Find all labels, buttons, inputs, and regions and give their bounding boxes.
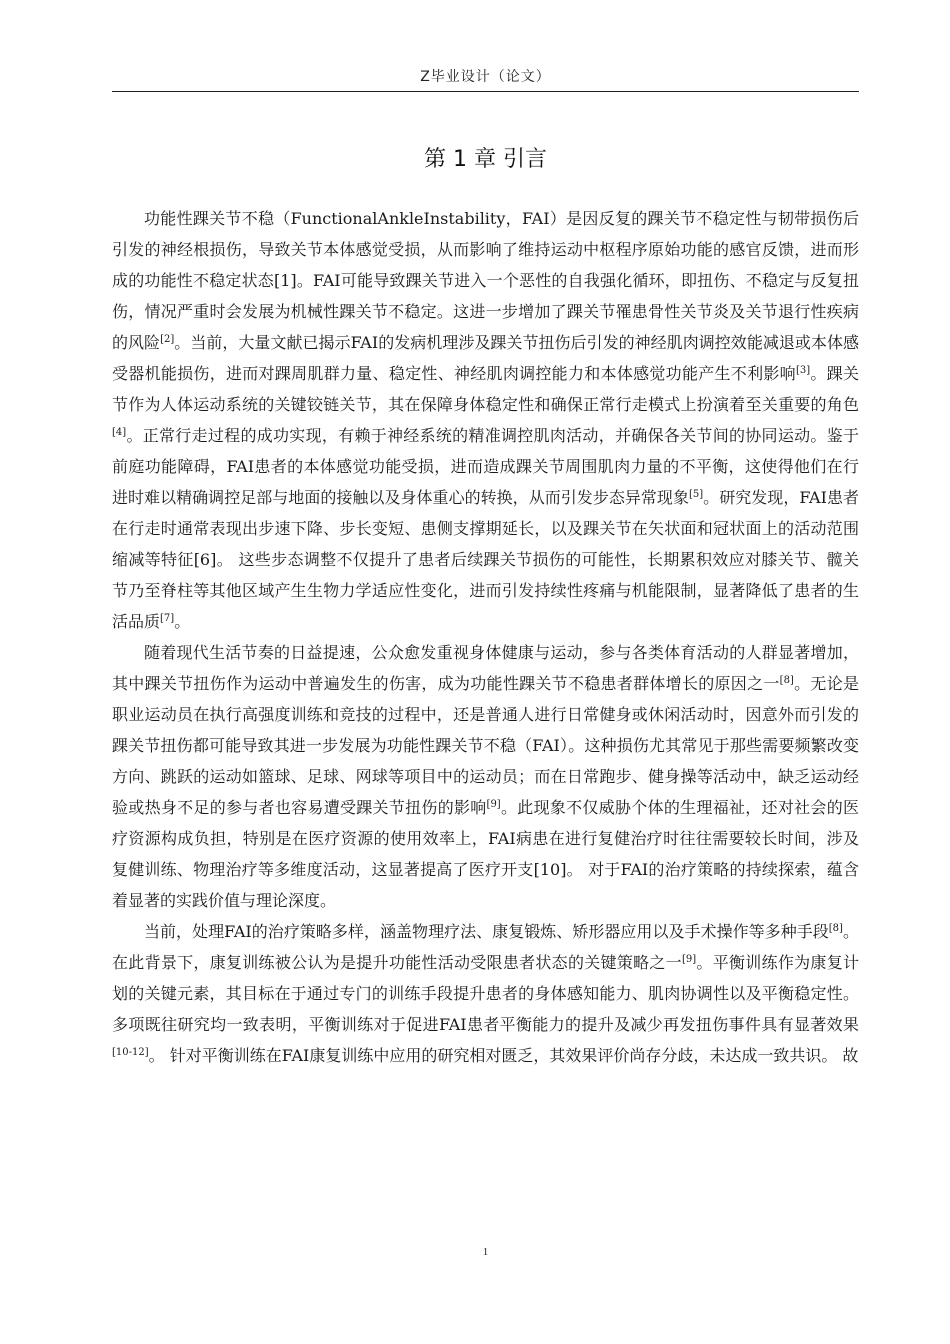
text-run: 。研究发现，FAI患者在行走时通常表现出步速下降、步长变短、患侧支撑期延长，以及踝关节在矢状面和冠状面上的活动范围缩减等特征[6]。 这些步态调整不仅提升了患者后续踝关节损伤的可能性，长期累积效应对膝关节、髋关节乃至脊柱等其他区域产生生物力学适应性变化，进而引发持续性疼痛与机能限制，显著降低了患者的生活品质 xyxy=(112,488,859,631)
text-run: 。踝关节作为人体运动系统的关键铰链关节，其在保障身体稳定性和确保正常行走模式上扮演着至关重要的角色 xyxy=(112,364,859,414)
citation-superscript: [2] xyxy=(160,334,175,345)
citation-superscript: [9] xyxy=(486,799,501,810)
citation-superscript: [8] xyxy=(779,675,794,686)
text-run: 功能性踝关节不稳（FunctionalAnkleInstability，FAI）是因反复的踝关节不稳定性与韧带损伤后引发的神经根损伤，导致关节本体感觉受损，从而影响了维持运动中枢程序原始功能的感官反馈，进而形成的功能性不稳定状态[1]。FAI可能导致踝关节进入一个恶性的自我强化循环，即扭伤、不稳定与反复扭伤，情况严重时会发展为机械性踝关节不稳定。这进一步增加了踝关节罹患骨性关节炎及关节退行性疾病的风险 xyxy=(112,209,859,352)
text-run: 。此现象不仅威胁个体的生理福祉，还对社会的医疗资源构成负担，特别是在医疗资源的使用效率上，FAI病患在进行复健治疗时往往需要较长时间，涉及复健训练、物理治疗等多维度活动，这显著提高了医疗开支[10]。 对于FAI的治疗策略的持续探索，蕴含着显著的实践价值与理论深度。 xyxy=(112,798,859,910)
body-paragraph xyxy=(112,637,859,916)
citation-superscript: [9] xyxy=(681,954,697,965)
chapter-title: 第 1 章 引言 xyxy=(424,147,547,172)
text-run: 。平衡训练作为康复计划的关键元素，其目标在于通过专门的训练手段提升患者的身体感知能力、肌肉协调性以及平衡稳定性。 多项既往研究均一致表明，平衡训练对于促进FAI患者平衡能力的提升及减少再发扭伤事件具有显著效果 xyxy=(112,953,859,1034)
text-run: 。无论是职业运动员在执行高强度训练和竞技的过程中，还是普通人进行日常健身或休闲活动时，因意外而引发的踝关节扭伤都可能导致其进一步发展为功能性踝关节不稳（FAI）。这种损伤尤其常见于那些需要频繁改变方向、跳跃的运动如篮球、足球、网球等项目中的运动员；而在日常跑步、健身操等活动中，缺乏运动经验或热身不足的参与者也容易遭受踝关节扭伤的影响 xyxy=(112,674,859,817)
text-run: 当前，处理FAI的治疗策略多样，涵盖物理疗法、康复锻炼、矫形器应用以及手术操作等多种手段 xyxy=(144,922,829,941)
body-paragraph xyxy=(112,203,859,637)
citation-superscript: [5] xyxy=(688,489,704,500)
text-run: 。在此背景下，康复训练被公认为是提升功能性活动受限患者状态的关键策略之一 xyxy=(112,922,859,972)
citation-superscript: [7] xyxy=(160,613,175,624)
text-run: 。 针对平衡训练在FAI康复训练中应用的研究相对匮乏，其效果评价尚存分歧，未达成一致共识。 故 xyxy=(148,1046,859,1065)
text-run: 。当前，大量文献已揭示FAI的发病机理涉及踝关节扭伤后引发的神经肌肉调控效能减退或本体感受器机能损伤，进而对踝周肌群力量、稳定性、神经肌肉调控能力和本体感觉功能产生不利影响 xyxy=(112,333,859,383)
page-number: 1 xyxy=(482,1246,489,1258)
body-text xyxy=(112,203,859,1071)
citation-superscript: [3] xyxy=(795,365,811,376)
text-run: 随着现代生活节奏的日益提速，公众愈发重视身体健康与运动，参与各类体育活动的人群显著增加，其中踝关节扭伤作为运动中普遍发生的伤害，成为功能性踝关节不稳患者群体增长的原因之一 xyxy=(112,643,859,693)
citation-superscript: [8] xyxy=(828,923,843,934)
text-run: 。 xyxy=(174,612,191,631)
header-divider xyxy=(112,91,859,92)
citation-superscript: [10-12] xyxy=(112,1047,149,1058)
page-header: Z毕业设计（论文） xyxy=(420,69,551,85)
text-run: 。正常行走过程的成功实现，有赖于神经系统的精准调控肌肉活动，并确保各关节间的协同运动。鉴于前庭功能障碍，FAI患者的本体感觉功能受损，进而造成踝关节周围肌肉力量的不平衡，这使得他们在行进时难以精确调控足部与地面的接触以及身体重心的转换，从而引发步态异常现象 xyxy=(112,426,859,507)
citation-superscript: [4] xyxy=(112,427,127,438)
body-paragraph xyxy=(112,916,859,1071)
